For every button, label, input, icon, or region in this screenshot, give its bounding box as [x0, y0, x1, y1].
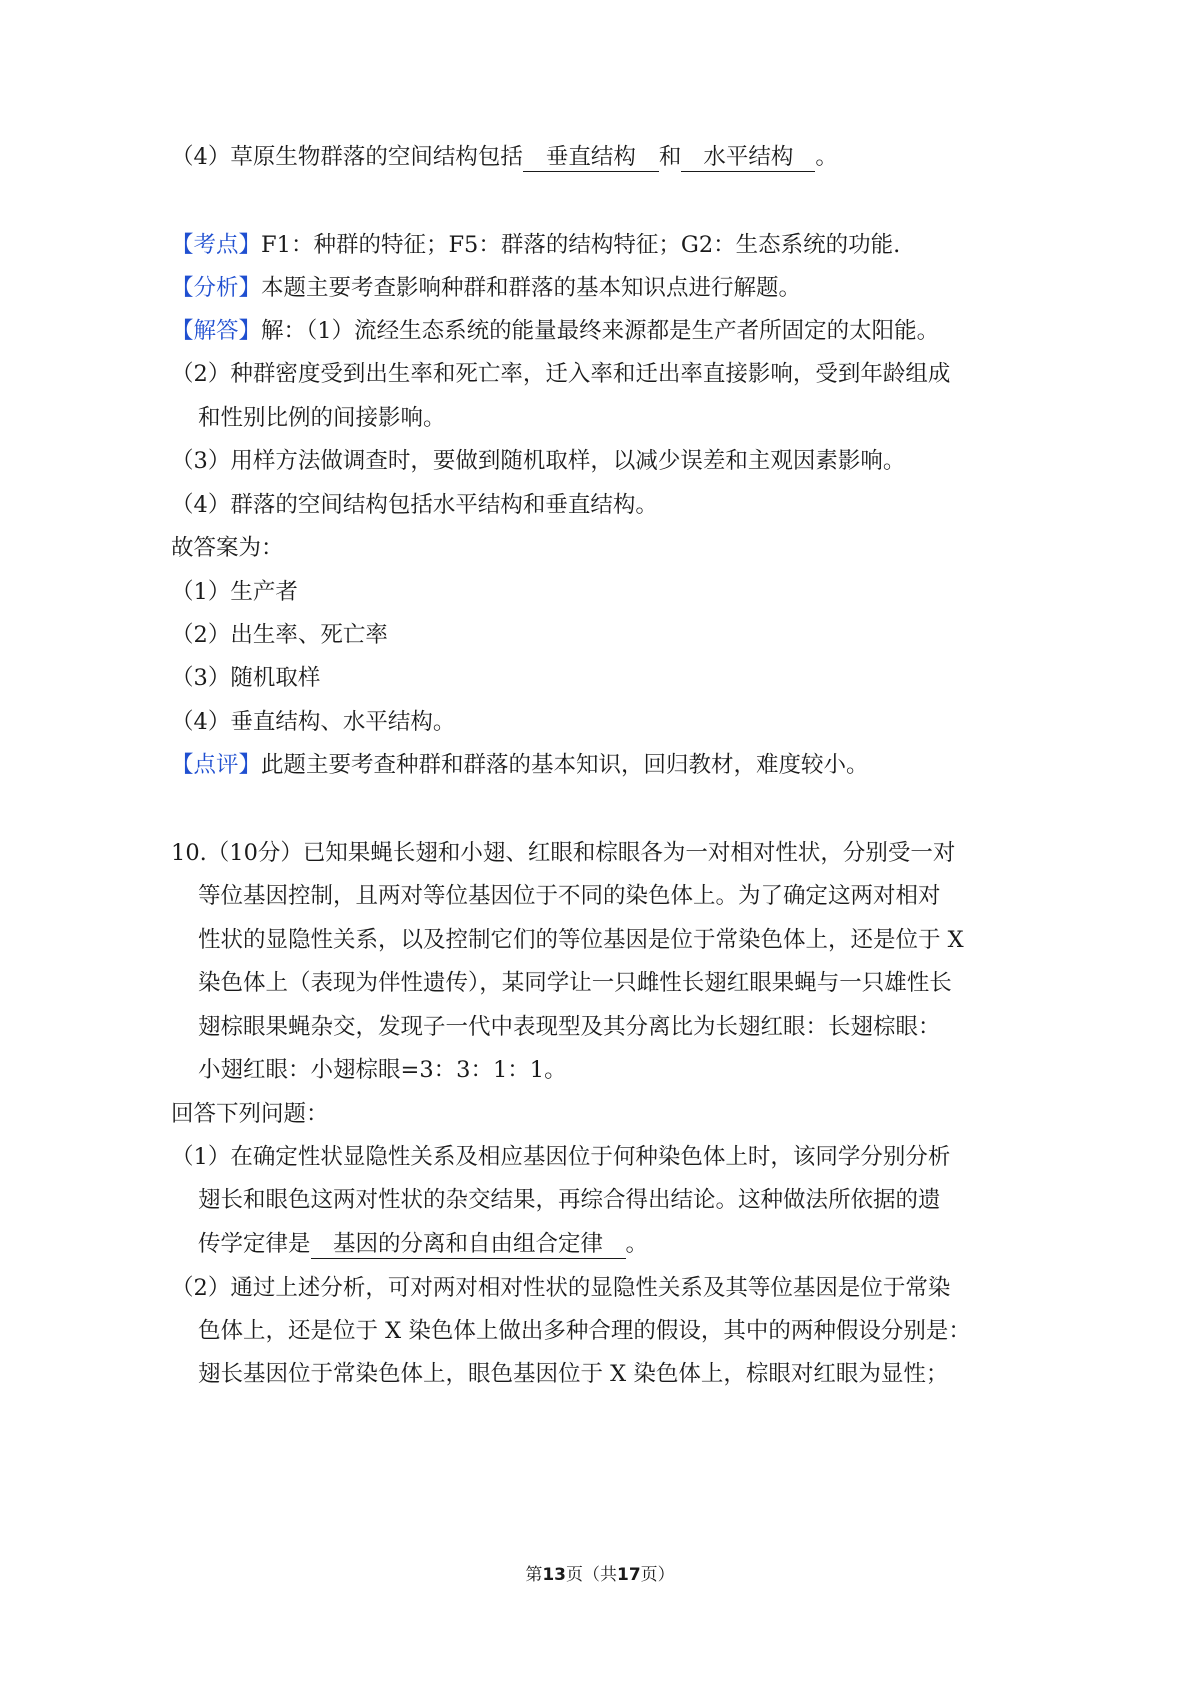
dianping-text: 此题主要考查种群和群落的基本知识，回归教材，难度较小。 [261, 752, 869, 778]
kaodian-tag: 【考点】 [171, 232, 262, 258]
answer-blank-2: 水平结构 [681, 143, 815, 172]
fenxi-text: 本题主要考查影响种群和群落的基本知识点进行解题。 [261, 275, 802, 301]
q10-part1-line-2: 翅长和眼色这两对性状的杂交结果，再综合得出结论。这种做法所依据的遗 [198, 1187, 941, 1213]
answer-item-2: （2）出生率、死亡率 [171, 622, 388, 648]
jieda-line-4: （4）群落的空间结构包括水平结构和垂直结构。 [171, 492, 658, 518]
footer-suffix: 页） [640, 1565, 675, 1585]
q10-line-5: 翅棕眼果蝇杂交，发现子一代中表现型及其分离比为长翅红眼：长翅棕眼： [198, 1014, 941, 1040]
q10-prompt: 回答下列问题： [171, 1101, 329, 1127]
q10-part1-line-3 [198, 1228, 648, 1260]
q10-line-2: 等位基因控制，且两对等位基因位于不同的染色体上。为了确定这两对相对 [198, 883, 941, 909]
q9-part4-mid: 和 [658, 144, 682, 170]
q10-part1-suffix: 。 [625, 1231, 649, 1257]
q10-line-6: 小翅红眼：小翅棕眼=3：3：1：1。 [198, 1057, 567, 1083]
q10-line-1: 10.（10分）已知果蝇长翅和小翅、红眼和棕眼各为一对相对性状，分别受一对 [171, 840, 956, 866]
jieda-tag: 【解答】 [171, 318, 262, 344]
q10-part1-line-1: （1）在确定性状显隐性关系及相应基因位于何种染色体上时，该同学分别分析 [171, 1144, 951, 1170]
q10-part2-line-2: 色体上，还是位于 X 染色体上做出多种合理的假设，其中的两种假设分别是： [198, 1318, 971, 1344]
footer-prefix: 第 [525, 1565, 543, 1585]
kaodian-text: F1：种群的特征；F5：群落的结构特征；G2：生态系统的功能. [261, 232, 901, 258]
q9-part4-line [171, 141, 838, 173]
jieda-text: 解：（1）流经生态系统的能量最终来源都是生产者所固定的太阳能。 [261, 318, 940, 344]
dianping-tag: 【点评】 [171, 752, 262, 778]
answer-blank-1: 垂直结构 [523, 143, 659, 172]
page-footer [0, 1563, 1200, 1587]
answer-intro: 故答案为： [171, 535, 284, 561]
footer-mid: 页（共 [566, 1565, 617, 1585]
fenxi-line [171, 272, 801, 304]
page-total: 17 [617, 1565, 641, 1585]
q10-part2-line-1: （2）通过上述分析，可对两对相对性状的显隐性关系及其等位基因是位于常染 [171, 1275, 951, 1301]
jieda-line-3: （3）用样方法做调查时，要做到随机取样，以减少误差和主观因素影响。 [171, 448, 906, 474]
fenxi-tag: 【分析】 [171, 275, 262, 301]
dianping-line [171, 749, 869, 781]
q9-part4-prefix: （4）草原生物群落的空间结构包括 [171, 144, 523, 170]
jieda-line-2-cont: 和性别比例的间接影响。 [198, 405, 446, 431]
jieda-line-2: （2）种群密度受到出生率和死亡率，迁入率和迁出率直接影响，受到年龄组成 [171, 361, 951, 387]
answer-item-1: （1）生产者 [171, 579, 298, 605]
q9-part4-suffix: 。 [815, 144, 838, 170]
page-number: 13 [542, 1565, 566, 1585]
jieda-line [171, 315, 939, 347]
q10-part1-prefix: 传学定律是 [198, 1231, 311, 1257]
answer-item-3: （3）随机取样 [171, 665, 321, 691]
answer-item-4: （4）垂直结构、水平结构。 [171, 709, 456, 735]
answer-blank-3: 基因的分离和自由组合定律 [311, 1230, 626, 1259]
q10-line-4: 染色体上（表现为伴性遗传），某同学让一只雌性长翅红眼果蝇与一只雄性长 [198, 970, 952, 996]
q10-line-3: 性状的显隐性关系，以及控制它们的等位基因是位于常染色体上，还是位于 X [198, 927, 964, 953]
kaodian-line [171, 229, 900, 261]
q10-part2-line-3: 翅长基因位于常染色体上，眼色基因位于 X 染色体上，棕眼对红眼为显性； [198, 1361, 949, 1387]
